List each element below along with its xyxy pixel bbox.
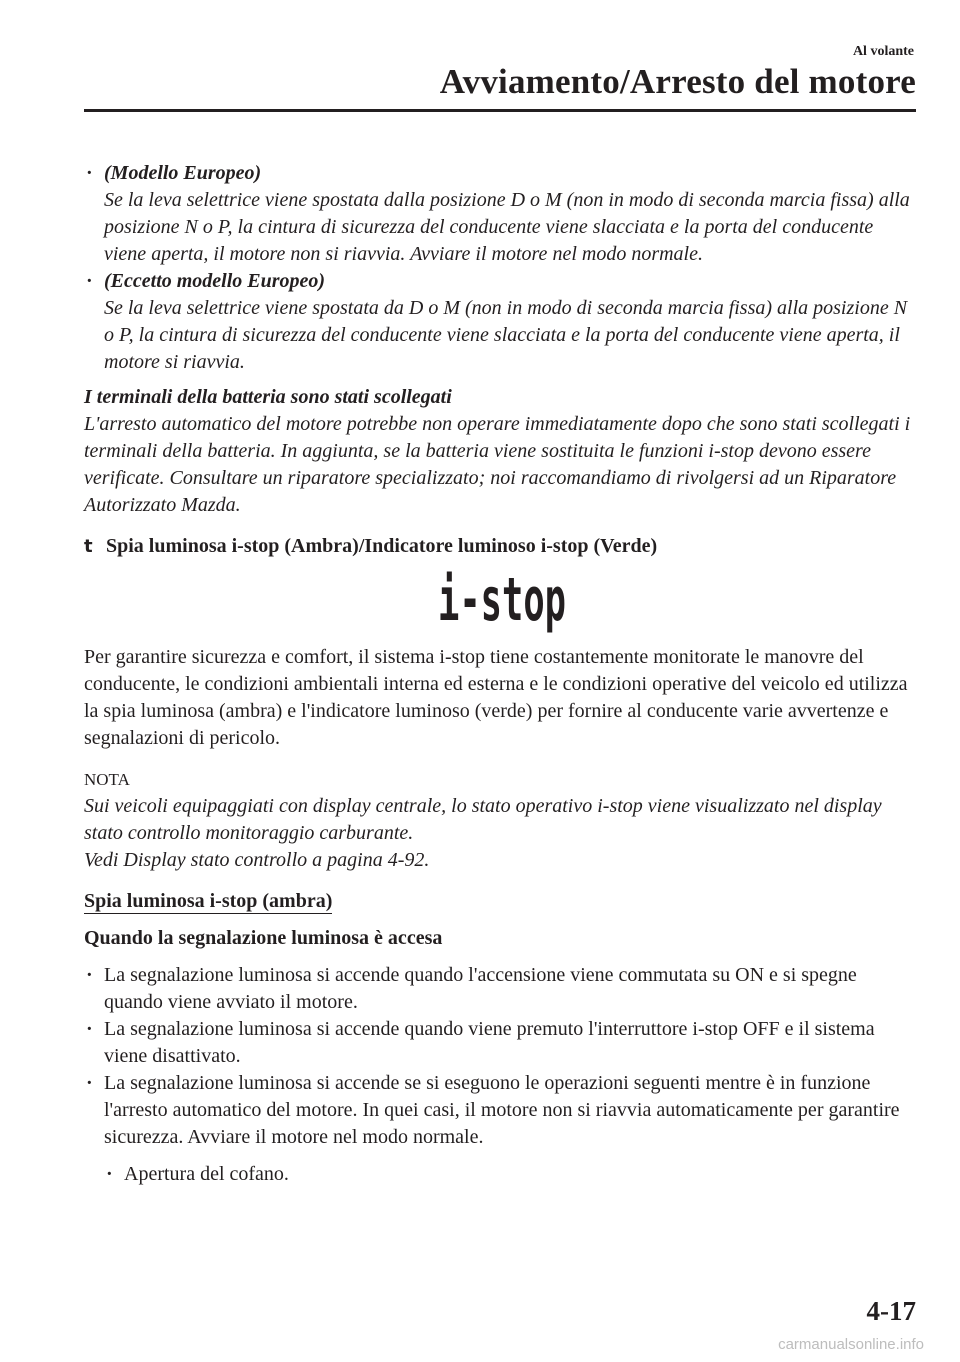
amber-title: Spia luminosa i-stop (ambra) [84,890,333,912]
note-label: NOTA [84,770,130,789]
bullet-title: · (Modello Europeo) [104,162,262,184]
list-item: · La segnalazione luminosa si accende quando viene premuto l'interruttore i-stop OFF e il sistema viene disattivato. [84,1016,919,1070]
chapter-title: Avviamento/Arresto del motore [439,62,916,101]
section-intro: Per garantire sicurezza e comfort, il sistema i-stop tiene costantemente monitorate le manovre del conducente, le condizioni ambientali interna ed esterna e le condizioni operative del veicolo ed utilizza la spia luminosa (ambra) e l'indicatore luminoso (verde) per fornire al conducente varie avvertenze e segnalazioni di pericolo. [84,646,908,749]
istop-logo-text: i-stop [437,565,566,635]
list-item: · La segnalazione luminosa si accende se si eseguono le operazioni seguenti mentre è in funzione l'arresto automatico del motore. In quei casi, il motore non si riavvia automaticamente per garantire sicurezza. Avviare il motore nel modo normale. [84,1070,919,1151]
header-rule [84,109,916,112]
bullet-item-european [84,160,919,268]
watermark: carmanualsonline.info [778,1336,924,1353]
section-heading [84,533,919,560]
battery-block [84,384,919,519]
amber-subtitle: Quando la segnalazione luminosa è accesa [84,927,443,949]
istop-logo [84,565,919,635]
note-reference: Vedi Display stato controllo a pagina 4-92. [84,849,430,871]
bullet-text: Se la leva selettrice viene spostata da D o M (non in modo di seconda marcia fissa) alla posizione N o P, la cintura di sicurezza del conducente viene slacciata e la porta del conducente viene aperta, il motore si riavvia. [104,297,908,373]
sub-list-item: · Apertura del cofano. [104,1161,919,1188]
page-number: 4-17 [866,1296,916,1326]
section-title: Spia luminosa i-stop (Ambra)/Indicatore luminoso i-stop (Verde) [106,535,658,557]
section-label: Al volante [852,44,914,59]
note-text: Sui veicoli equipaggiati con display centrale, lo stato operativo i-stop viene visualizzato nel display stato controllo monitoraggio carburante. [84,795,882,844]
list-item: · La segnalazione luminosa si accende quando l'accensione viene commutata su ON e si spegne quando viene avviato il motore. [84,962,919,1016]
bullet-item-non-european [84,268,919,376]
istop-logo-icon [437,565,567,635]
bullet-title: · (Eccetto modello Europeo) [104,270,326,292]
battery-title: I terminali della batteria sono stati scollegati [84,386,452,408]
page-content [84,160,919,1188]
bullet-text: Se la leva selettrice viene spostata dalla posizione D o M (non in modo di seconda marcia fissa) alla posizione N o P, la cintura di sicurezza del conducente viene slacciata e la porta del conducente viene aperta, il motore non si riavvia. Avviare il motore nel modo normale. [104,189,910,265]
note-block [84,766,919,874]
section-marker-icon: t [84,536,93,557]
battery-text: L'arresto automatico del motore potrebbe non operare immediatamente dopo che sono stati scollegati i terminali della batteria. In aggiunta, se la batteria viene sostituita le funzioni i-stop devono essere verificate. Consultare un riparatore specializzato; noi raccomandiamo di rivolgersi ad un Riparatore Autorizzato Mazda. [84,413,911,516]
